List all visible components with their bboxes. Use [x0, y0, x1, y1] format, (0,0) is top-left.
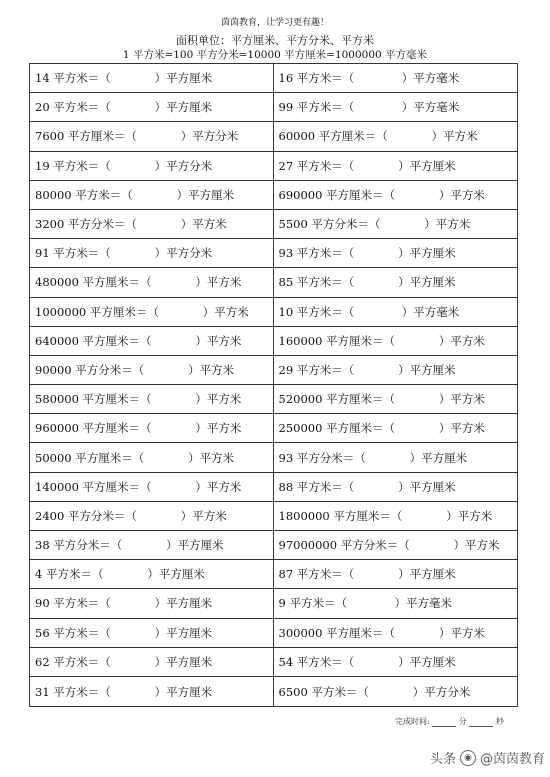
exercise-row — [30, 356, 517, 385]
exercise-right: 27 平方米＝（ ）平方厘米 — [278, 158, 456, 173]
exercise-right: 16 平方米＝（ ）平方毫米 — [278, 71, 460, 86]
exercise-right: 520000 平方厘米＝（ ）平方米 — [278, 392, 485, 407]
exercise-right: 54 平方米＝（ ）平方厘米 — [278, 654, 456, 669]
completion-time — [395, 716, 504, 727]
exercise-left: 50000 平方厘米＝（ ）平方米 — [30, 443, 274, 471]
exercise-row — [30, 677, 517, 706]
exercise-left: 1000000 平方厘米＝（ ）平方米 — [30, 298, 274, 326]
exercise-left: 19 平方米＝（ ）平方分米 — [30, 152, 274, 180]
exercise-row — [30, 64, 517, 93]
exercise-right: 6500 平方米＝（ ）平方分米 — [278, 684, 471, 699]
exercise-right: 690000 平方厘米＝（ ）平方米 — [278, 187, 485, 202]
exercise-left: 580000 平方厘米＝（ ）平方米 — [30, 385, 274, 413]
exercise-left: 91 平方米＝（ ）平方分米 — [30, 239, 274, 267]
exercise-row — [30, 152, 517, 181]
exercise-right: 9 平方米＝（ ）平方毫米 — [278, 596, 452, 611]
time-blank-minutes[interactable] — [432, 717, 456, 727]
minute-unit: 分 — [458, 717, 467, 726]
exercise-row — [30, 181, 517, 210]
exercise-left: 3200 平方分米＝（ ）平方米 — [30, 210, 274, 238]
exercise-left: 62 平方米＝（ ）平方厘米 — [30, 648, 274, 676]
exercise-left: 31 平方米＝（ ）平方厘米 — [30, 677, 274, 706]
exercise-left: 140000 平方厘米＝（ ）平方米 — [30, 473, 274, 501]
exercise-left: 480000 平方厘米＝（ ）平方米 — [30, 268, 274, 296]
exercise-left: 20 平方米＝（ ）平方厘米 — [30, 93, 274, 121]
exercise-row — [30, 122, 517, 151]
exercise-grid — [29, 63, 518, 707]
exercise-right: 93 平方分米＝（ ）平方厘米 — [278, 450, 468, 465]
exercise-row — [30, 414, 517, 443]
watermark-handle: @茵茵教育 — [480, 752, 546, 767]
exercise-right: 160000 平方厘米＝（ ）平方米 — [278, 333, 485, 348]
exercise-right: 97000000 平方分米＝（ ）平方米 — [278, 538, 500, 553]
exercise-row — [30, 210, 517, 239]
watermark-logo-icon: ◉ — [460, 750, 476, 766]
exercise-row — [30, 385, 517, 414]
exercise-left: 7600 平方厘米＝（ ）平方分米 — [30, 122, 274, 150]
exercise-right: 10 平方米＝（ ）平方毫米 — [278, 304, 460, 319]
unit-list: 面积单位：平方厘米、平方分米、平方米 — [176, 34, 374, 47]
exercise-left: 4 平方米＝（ ）平方厘米 — [30, 560, 274, 588]
conversion-formula: 1 平方米=100 平方分米=10000 平方厘米=1000000 平方毫米 — [122, 49, 428, 61]
exercise-right: 93 平方米＝（ ）平方厘米 — [278, 246, 456, 261]
exercise-right: 300000 平方厘米＝（ ）平方米 — [278, 625, 485, 640]
exercise-left: 14 平方米＝（ ）平方厘米 — [30, 64, 274, 92]
worksheet-header — [0, 0, 550, 62]
exercise-row — [30, 268, 517, 297]
exercise-right: 85 平方米＝（ ）平方厘米 — [278, 275, 456, 290]
exercise-right: 60000 平方厘米＝（ ）平方米 — [278, 129, 478, 144]
exercise-left: 56 平方米＝（ ）平方厘米 — [30, 619, 274, 647]
exercise-row — [30, 239, 517, 268]
brand-slogan: 茵茵教育，让学习更有趣！ — [220, 18, 329, 28]
exercise-row — [30, 93, 517, 122]
exercise-row — [30, 298, 517, 327]
exercise-left: 640000 平方厘米＝（ ）平方米 — [30, 327, 274, 355]
exercise-right: 87 平方米＝（ ）平方厘米 — [278, 567, 456, 582]
time-blank-seconds[interactable] — [469, 717, 493, 727]
exercise-row — [30, 619, 517, 648]
exercise-right: 5500 平方分米＝（ ）平方米 — [278, 217, 471, 232]
exercise-left: 2400 平方分米＝（ ）平方米 — [30, 502, 274, 530]
exercise-row — [30, 648, 517, 677]
watermark — [430, 748, 545, 767]
exercise-right: 29 平方米＝（ ）平方厘米 — [278, 362, 456, 377]
exercise-right: 1800000 平方厘米＝（ ）平方米 — [278, 508, 493, 523]
exercise-row — [30, 531, 517, 560]
exercise-left: 80000 平方米＝（ ）平方厘米 — [30, 181, 274, 209]
exercise-row — [30, 589, 517, 618]
exercise-left: 38 平方分米＝（ ）平方厘米 — [30, 531, 274, 559]
second-unit: 秒 — [495, 717, 504, 726]
exercise-row — [30, 327, 517, 356]
completion-time-label: 完成时间: — [395, 717, 430, 726]
exercise-left: 90000 平方分米＝（ ）平方米 — [30, 356, 274, 384]
exercise-right: 88 平方米＝（ ）平方厘米 — [278, 479, 456, 494]
watermark-prefix: 头条 — [430, 752, 457, 767]
exercise-right: 250000 平方厘米＝（ ）平方米 — [278, 421, 485, 436]
exercise-left: 90 平方米＝（ ）平方厘米 — [30, 589, 274, 617]
exercise-right: 99 平方米＝（ ）平方毫米 — [278, 100, 460, 115]
exercise-row — [30, 443, 517, 472]
exercise-left: 960000 平方厘米＝（ ）平方米 — [30, 414, 274, 442]
exercise-row — [30, 502, 517, 531]
exercise-row — [30, 560, 517, 589]
exercise-row — [30, 473, 517, 502]
